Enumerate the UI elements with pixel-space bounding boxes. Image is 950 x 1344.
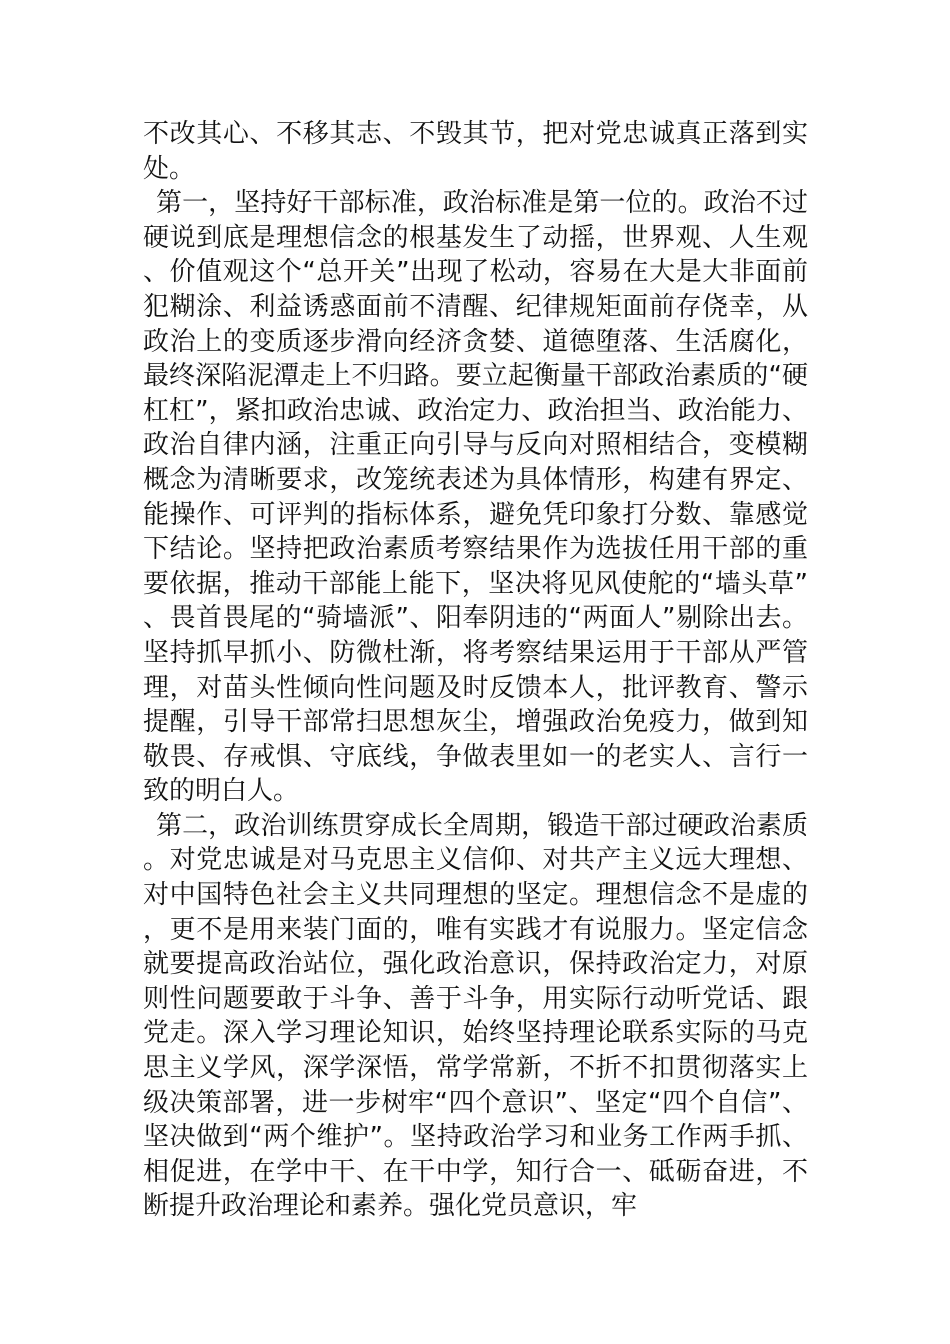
paragraph-first-point: 第一，坚持好干部标准，政治标准是第一位的。政治不过硬说到底是理想信念的根基发生了动摇，世界观、人生观、价值观这个“总开关”出现了松动，容易在大是大非面前犯糊涂、利益诱惑面前不清醒、纪律规矩面前存侥幸，从政治上的变质逐步滑向经济贪婪、道德堕落、生活腐化，最终深陷泥潭走上不归路。要立起衡量干部政治素质的“硬杠杠”，紧扣政治忠诚、政治定力、政治担当、政治能力、政治自律内涵，注重正向引导与反向对照相结合，变模糊概念为清晰要求，改笼统表述为具体情形，构建有界定、能操作、可评判的指标体系，避免凭印象打分数、靠感觉下结论。坚持把政治素质考察结果作为选拔任用干部的重要依据，推动干部能上能下，坚决将见风使舵的“墙头草”、畏首畏尾的“骑墙派”、阳奉阴违的“两面人”剔除出去。坚持抓早抓小、防微杜渐，将考察结果运用于干部从严管理，对苗头性倾向性问题及时反馈本人，批评教育、警示提醒，引导干部常扫思想灰尘，增强政治免疫力，做到知敬畏、存戒惧、守底线，争做表里如一的老实人、言行一致的明白人。 bbox=[143, 188, 808, 807]
paragraph-continuation: 不改其心、不移其志、不毁其节，把对党忠诚真正落到实处。 bbox=[143, 119, 808, 184]
paragraph-second-point: 第二，政治训练贯穿成长全周期，锻造干部过硬政治素质。对党忠诚是对马克思主义信仰、对共产主义远大理想、对中国特色社会主义共同理想的坚定。理想信念不是虚的，更不是用来装门面的，唯有实践才有说服力。坚定信念就要提高政治站位，强化政治意识，保持政治定力，对原则性问题要敢于斗争、善于斗争，用实际行动听党话、跟党走。深入学习理论知识，始终坚持理论联系实际的马克思主义学风，深学深悟，常学常新，不折不扣贯彻落实上级决策部署，进一步树牢“四个意识”、坚定“四个自信”、坚决做到“两个维护”。坚持政治学习和业务工作两手抓、相促进，在学中干、在干中学，知行合一、砥砺奋进，不断提升政治理论和素养。强化党员意识，牢 bbox=[143, 810, 808, 1222]
document-body bbox=[143, 117, 808, 1224]
